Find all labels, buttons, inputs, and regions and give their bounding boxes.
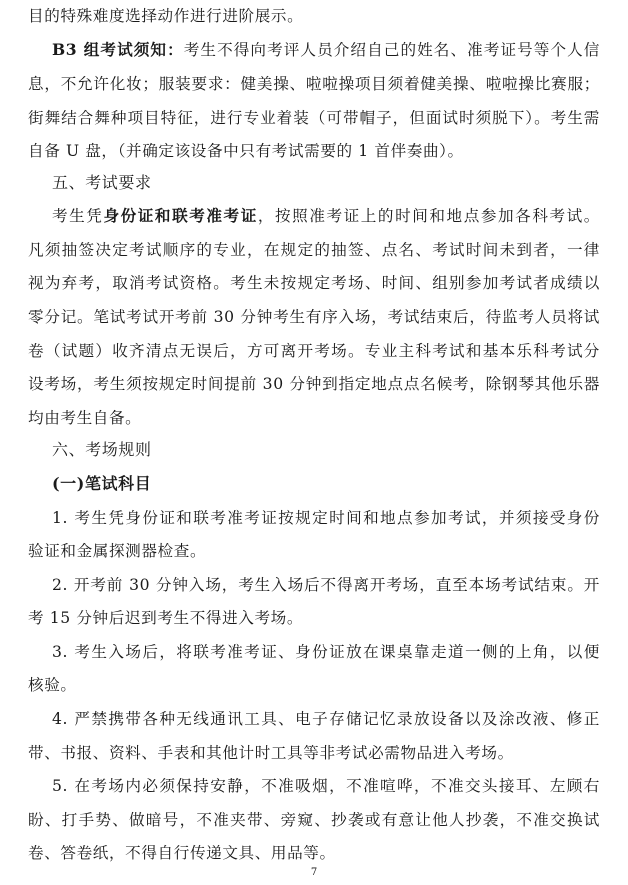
- text-line: 均由考生自备。: [28, 409, 142, 427]
- text-line: 零分记。笔试考试开考前 30 分钟考生有序入场，考试结束后，待监考人员将试: [28, 308, 600, 326]
- rule-line: 核验。: [28, 676, 77, 694]
- text-line: 目的特殊难度选择动作进行进阶展示。: [28, 7, 304, 25]
- subsection-heading: (一)笔试科目: [52, 474, 152, 493]
- rule-line: 考 15 分钟后迟到考生不得进入考场。: [28, 609, 304, 627]
- text-line: 卷（试题）收齐清点无误后，方可离开考场。专业主科考试和基本乐科考试分: [28, 342, 600, 360]
- rule-line: 验证和金属探测器检查。: [28, 542, 207, 560]
- rule-line: 5. 在考场内必须保持安静，不准吸烟，不准喧哗，不准交头接耳、左顾右: [52, 777, 600, 795]
- bold-id-text: 身份证和联考准考证: [103, 206, 258, 225]
- rule-line: 盼、打手势、做暗号，不准夹带、旁窥、抄袭或有意让他人抄袭，不准交换试: [28, 811, 600, 829]
- text-line: [52, 206, 600, 226]
- text-line: 视为弃考，取消考试资格。考生未按规定考场、时间、组别参加考试者成绩以: [28, 274, 600, 292]
- text-span: 考生凭: [52, 207, 104, 225]
- b3-notice-label: B3 组考试须知：: [52, 40, 184, 59]
- section-heading: 五、考试要求: [52, 173, 152, 192]
- text-line: 息，不允许化妆；服装要求：健美操、啦啦操项目须着健美操、啦啦操比赛服；: [28, 75, 600, 93]
- text-line: 设考场，考生须按规定时间提前 30 分钟到指定地点点名候考，除钢琴其他乐器: [28, 375, 600, 393]
- text-line: 自备 U 盘，（并确定该设备中只有考试需要的 1 首伴奏曲）。: [28, 142, 464, 160]
- section-heading: 六、考场规则: [52, 440, 152, 459]
- rule-line: 2. 开考前 30 分钟入场，考生入场后不得离开考场，直至本场考试结束。开: [52, 576, 600, 594]
- rule-line: 1. 考生凭身份证和联考准考证按规定时间和地点参加考试，并须接受身份: [52, 509, 600, 527]
- text-span: ，按照准考证上的时间和地点参加各科考试。: [257, 207, 600, 225]
- rule-line: 3. 考生入场后，将联考准考证、身份证放在课桌靠走道一侧的上角，以便: [52, 643, 600, 661]
- text-line: 凡须抽签决定考试顺序的专业，在规定的抽签、点名、考试时间未到者，一律: [28, 241, 600, 259]
- rule-line: 卷、答卷纸，不得自行传递文具、用品等。: [28, 844, 336, 862]
- text-line: 街舞结合舞种项目特征，进行专业着装（可带帽子，但面试时须脱下）。考生需: [28, 109, 600, 127]
- page-number: 7: [310, 867, 318, 878]
- text-line: [52, 40, 600, 60]
- b3-notice-text: 考生不得向考评人员介绍自己的姓名、准考证号等个人信: [183, 41, 600, 59]
- rule-line: 4. 严禁携带各种无线通讯工具、电子存储记忆录放设备以及涂改液、修正: [52, 710, 600, 728]
- rule-line: 带、书报、资料、手表和其他计时工具等非考试必需物品进入考场。: [28, 744, 514, 762]
